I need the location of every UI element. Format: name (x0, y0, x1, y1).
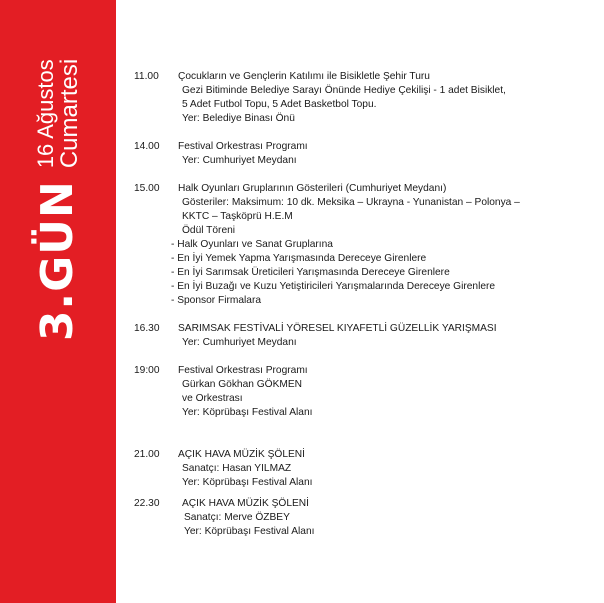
event-time: 21.00 (134, 449, 160, 460)
sidebar-heading (34, 59, 82, 341)
event-1630 (134, 322, 594, 350)
event-line: AÇIK HAVA MÜZİK ŞÖLENİ (182, 498, 309, 509)
event-line: Halk Oyunları Gruplarının Gösterileri (Cumhuriyet Meydanı) (178, 183, 447, 194)
event-1500 (134, 182, 594, 308)
event-line: Ödül Töreni (182, 225, 236, 236)
event-line: Festival Orkestrası Programı (178, 365, 308, 376)
event-line: Yer: Köprübaşı Festival Alanı (182, 477, 313, 488)
event-line: Sanatçı: Hasan YILMAZ (182, 463, 292, 474)
event-line: Sanatçı: Merve ÖZBEY (184, 512, 290, 523)
event-line: Yer: Cumhuriyet Meydanı (182, 155, 297, 166)
event-description (134, 364, 594, 420)
event-1900 (134, 364, 594, 420)
red-sidebar (0, 0, 116, 603)
event-line: 5 Adet Futbol Topu, 5 Adet Basketbol Topu. (182, 99, 377, 110)
event-time: 22.30 (134, 498, 160, 509)
award-item: - En İyi Sarımsak Üreticileri Yarışmasında Dereceye Girenlere (171, 267, 450, 278)
event-line: Gürkan Gökhan GÖKMEN (182, 379, 303, 390)
event-time: 16.30 (134, 323, 160, 334)
event-time: 14.00 (134, 141, 160, 152)
event-time: 11.00 (134, 71, 159, 82)
event-1400 (134, 140, 594, 168)
event-time: 19:00 (134, 365, 160, 376)
event-description (134, 140, 594, 168)
event-line: Yer: Köprübaşı Festival Alanı (182, 407, 313, 418)
weekday-label: Cumartesi (55, 58, 83, 169)
event-2230 (134, 497, 594, 539)
event-line: Yer: Köprübaşı Festival Alanı (184, 526, 315, 537)
event-line: KKTC – Taşköprü H.E.M (182, 211, 293, 222)
event-time: 15.00 (134, 183, 160, 194)
schedule (134, 70, 594, 539)
event-line: Yer: Cumhuriyet Meydanı (182, 337, 297, 348)
event-line: Gezi Bitiminde Belediye Sarayı Önünde Hediye Çekilişi - 1 adet Bisiklet, (182, 85, 506, 96)
event-line: SARIMSAK FESTİVALİ YÖRESEL KIYAFETLİ GÜZELLİK YARIŞMASI (178, 323, 497, 334)
event-line: AÇIK HAVA MÜZİK ŞÖLENİ (178, 449, 305, 460)
date-block (34, 59, 82, 168)
event-description (134, 497, 594, 539)
event-2100 (134, 448, 594, 490)
award-item: - En İyi Yemek Yapma Yarışmasında Dereceye Girenlere (171, 253, 427, 264)
event-description (134, 448, 594, 490)
day-title: 3.GÜN (32, 180, 83, 342)
event-1100 (134, 70, 594, 126)
event-description (134, 322, 594, 350)
award-item: - Halk Oyunları ve Sanat Gruplarına (171, 239, 333, 250)
event-description (134, 182, 594, 308)
date-label: 16 Ağustos (32, 59, 58, 169)
award-item: - Sponsor Firmalara (171, 295, 262, 306)
event-line: Gösteriler: Maksimum: 10 dk. Meksika – Ukrayna - Yunanistan – Polonya – (182, 197, 520, 208)
event-description (134, 70, 594, 126)
event-line: Çocukların ve Gençlerin Katılımı ile Bisikletle Şehir Turu (178, 71, 430, 82)
event-line: Festival Orkestrası Programı (178, 141, 308, 152)
event-line: ve Orkestrası (182, 393, 243, 404)
event-line: Yer: Belediye Binası Önü (182, 113, 295, 124)
award-item: - En İyi Buzağı ve Kuzu Yetiştiricileri Yarışmalarında Dereceye Girenlere (171, 281, 496, 292)
